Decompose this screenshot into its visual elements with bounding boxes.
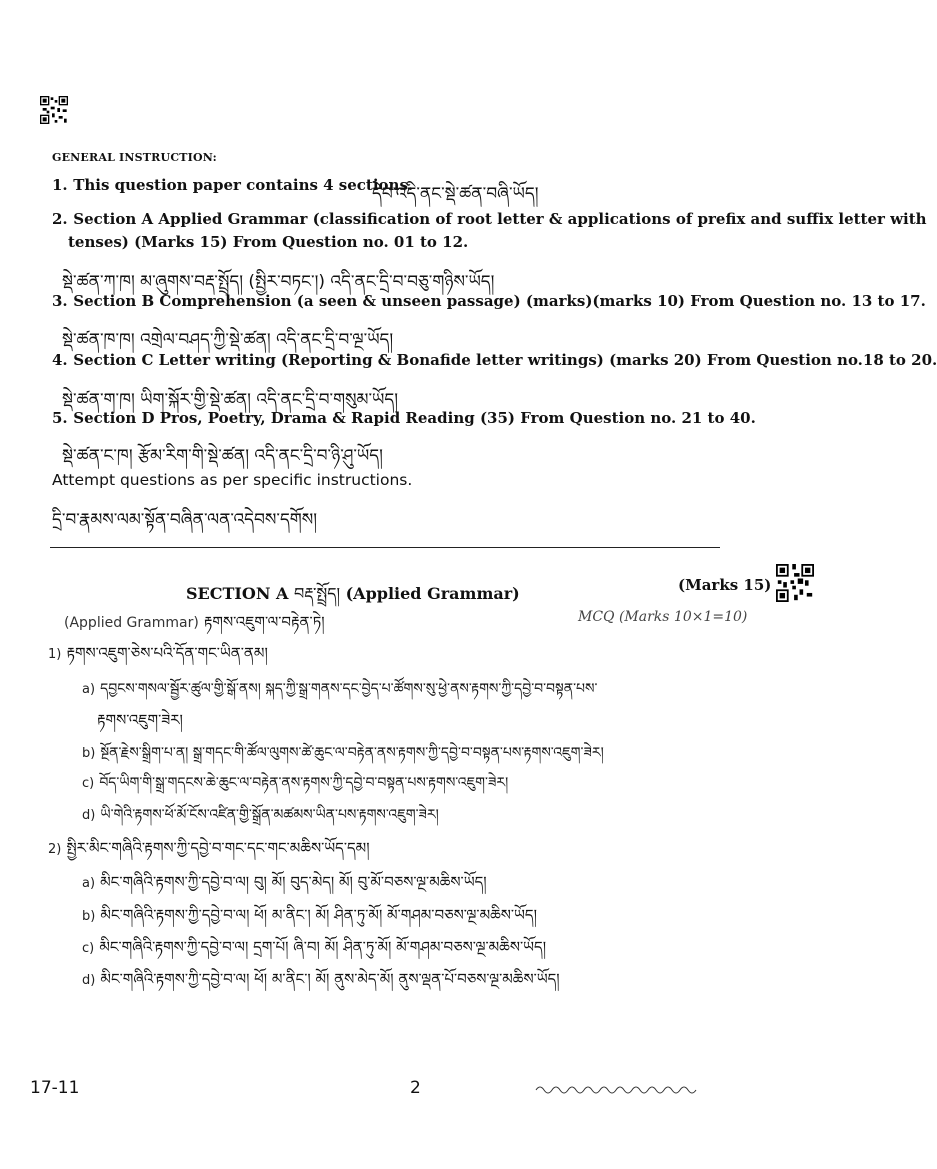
divider xyxy=(50,547,720,548)
instruction-5 xyxy=(52,409,756,427)
question-number: 2) xyxy=(48,842,62,857)
instruction-2-line2: tenses) (Marks 15) From Question no. 01 to 12. xyxy=(68,233,469,251)
instruction-4-tibetan: སྡེ་ཚན་ག་ཁ། ཡིག་སྐོར་གྱི་སྡེ་ཚན། འདི་ནང་དྲི་བ་གསུམ་ཡོད། xyxy=(62,390,398,410)
question-text: རྟགས་འཇུག་ཅེས་པའི་དོན་གང་ཡིན་ནམ། xyxy=(66,644,268,662)
instruction-number: 3. xyxy=(52,292,68,310)
option-label: b) xyxy=(82,746,96,761)
option-text: མིང་གཞིའི་རྟགས་ཀྱི་དབྱེ་བ་ལ། དྲག་པོ། ཞི་བ། མོ། ཤིན་ཏུ་མོ། མོ་གཤམ་བཅས་ལྔ་མཆིས་ཡོད། xyxy=(99,938,547,956)
option-text: མིང་གཞིའི་རྟགས་ཀྱི་དབྱེ་བ་ལ། ཕོ། མ་ནིང་། མོ། ཤིན་ཏུ་མོ། མོ་གཤམ་བཅས་ལྔ་མཆིས་ཡོད། xyxy=(100,906,537,924)
option-label: a) xyxy=(82,682,96,697)
mcq-marks: MCQ (Marks 10×1=10) xyxy=(578,609,748,625)
option-text: མིང་གཞིའི་རྟགས་ཀྱི་དབྱེ་བ་ལ། བུ། མོ། བུད་མེད། མོ། བུ་མོ་བཅས་ལྔ་མཆིས་ཡོད། xyxy=(100,873,487,891)
option-label: b) xyxy=(82,909,96,924)
qr-code-icon-right xyxy=(776,564,814,602)
instruction-text: Section D Pros, Poetry, Drama & Rapid Reading (35) From Question no. 21 to 40. xyxy=(73,409,756,427)
section-a-marks: (Marks 15) xyxy=(678,576,772,594)
option-label: c) xyxy=(82,941,95,956)
instruction-text: This question paper contains 4 sections. xyxy=(73,176,414,194)
general-instruction-title: GENERAL INSTRUCTION: xyxy=(52,151,217,164)
option-label: d) xyxy=(82,973,96,988)
instruction-number: 2. xyxy=(52,210,68,228)
option-text: དབྱངས་གསལ་སྦྱོར་ཚུལ་གྱི་སྒོ་ནས། སྐད་ཀྱི་སྒྲ་གནས་དང་བྱེད་པ་ཚོགས་སུ་ཕྱེ་ནས་རྟགས་ཀྱི་དབྱེ་བ་བསྟན་པས་ xyxy=(100,681,598,697)
attempt-instruction-tibetan: དྲི་བ་རྣམས་ལམ་སྟོན་བཞིན་ལན་འདེབས་དགོས། xyxy=(52,510,318,530)
instruction-number: 5. xyxy=(52,409,68,427)
instruction-number: 1. xyxy=(52,176,68,194)
instruction-text: Section B Comprehension (a seen & unseen passage) (marks)(marks 10) From Question no. 13 to 17. xyxy=(73,292,926,310)
qr-code-icon xyxy=(40,96,68,124)
option-text: སྔོན་རྗེས་སྒྲིག་པ་ན། སྒྲ་གདང་གི་ཚོལ་ལུགས་ཚེ་ཆུང་ལ་བརྟེན་ནས་རྟགས་ཀྱི་དབྱེ་བ་བསྟན་པས་རྟགས་འཇུག་ཟེར། xyxy=(100,745,604,761)
instruction-1 xyxy=(52,176,413,194)
section-tibetan: བརྡ་སྤྲོད། xyxy=(294,584,341,603)
attempt-instruction: Attempt questions as per specific instructions. xyxy=(52,471,413,489)
option-text: མིང་གཞིའི་རྟགས་ཀྱི་དབྱེ་བ་ལ། ཕོ། མ་ནིང་། མོ། ནུས་མེད་མོ། ནུས་ལྡན་པོ་བཅས་ལྔ་མཆིས་ཡོད། xyxy=(100,970,560,988)
paper-code: 17-11 xyxy=(30,1078,80,1098)
question-number: 1) xyxy=(48,647,62,662)
option-label: a) xyxy=(82,876,96,891)
option-1a-line2: རྟགས་འཇུག་ཟེར། xyxy=(97,711,183,729)
option-text: ཡི་གེའི་རྟགས་ཕོ་མོ་ངོས་འཛིན་གྱི་སྒྲོན་མཚམས་ཡིན་པས་རྟགས་འཇུག་ཟེར། xyxy=(100,807,439,823)
instruction-number: 4. xyxy=(52,351,68,369)
instruction-4 xyxy=(52,351,937,369)
subheading-tib: རྟགས་འཇུག་ལ་བརྟེན་ཏེ། xyxy=(203,613,325,631)
section-label: SECTION A xyxy=(186,584,289,603)
section-subtitle: (Applied Grammar) xyxy=(345,584,520,603)
instruction-text: Section A Applied Grammar (classification of root letter & applications of prefix and suffix letter with xyxy=(73,210,927,228)
page-number: 2 xyxy=(410,1078,421,1098)
instruction-2 xyxy=(52,210,927,228)
instruction-3 xyxy=(52,292,926,310)
option-label: c) xyxy=(82,776,95,791)
instruction-3-tibetan: སྡེ་ཚན་ཁ་ཁ། འགྲེལ་བཤད་ཀྱི་སྡེ་ཚན། འདི་ནང་དྲི་བ་ལྔ་ཡོད། xyxy=(62,330,394,350)
instruction-2-tibetan: སྡེ་ཚན་ཀ་ཁ། མ་ཞུགས་བརྡ་སྤྲོད། (སྤྱིར་བཏང་།) འདི་ནང་དྲི་བ་བཅུ་གཉིས་ཡོད། xyxy=(62,272,495,292)
instruction-1-tibetan: དེབ་འདི་ནང་སྡེ་ཚན་བཞི་ཡོད། xyxy=(372,184,539,204)
instruction-5-tibetan: སྡེ་ཚན་ང་ཁ། རྩོམ་རིག་གི་སྡེ་ཚན། འདི་ནང་དྲི་བ་ཉི་ཤུ་ཡོད། xyxy=(62,446,383,466)
option-2d[interactable] xyxy=(82,963,560,1005)
option-label: d) xyxy=(82,808,96,823)
question-text: སྤྱིར་མིང་གཞིའི་རྟགས་ཀྱི་དབྱེ་བ་གང་དང་གང་མཆིས་ཡོད་དམ། xyxy=(66,839,370,857)
subheading-en: (Applied Grammar) xyxy=(64,615,199,631)
instruction-text: Section C Letter writing (Reporting & Bonafide letter writings) (marks 20) From Question no.18 to 20. xyxy=(73,351,937,369)
wavy-line-decoration xyxy=(536,1082,696,1096)
option-text: བོད་ཡིག་གི་སྒྲ་གདངས་ཆེ་ཆུང་ལ་བརྟེན་ནས་རྟགས་ཀྱི་དབྱེ་བ་བསྟན་པས་རྟགས་འཇུག་ཟེར། xyxy=(99,775,509,791)
